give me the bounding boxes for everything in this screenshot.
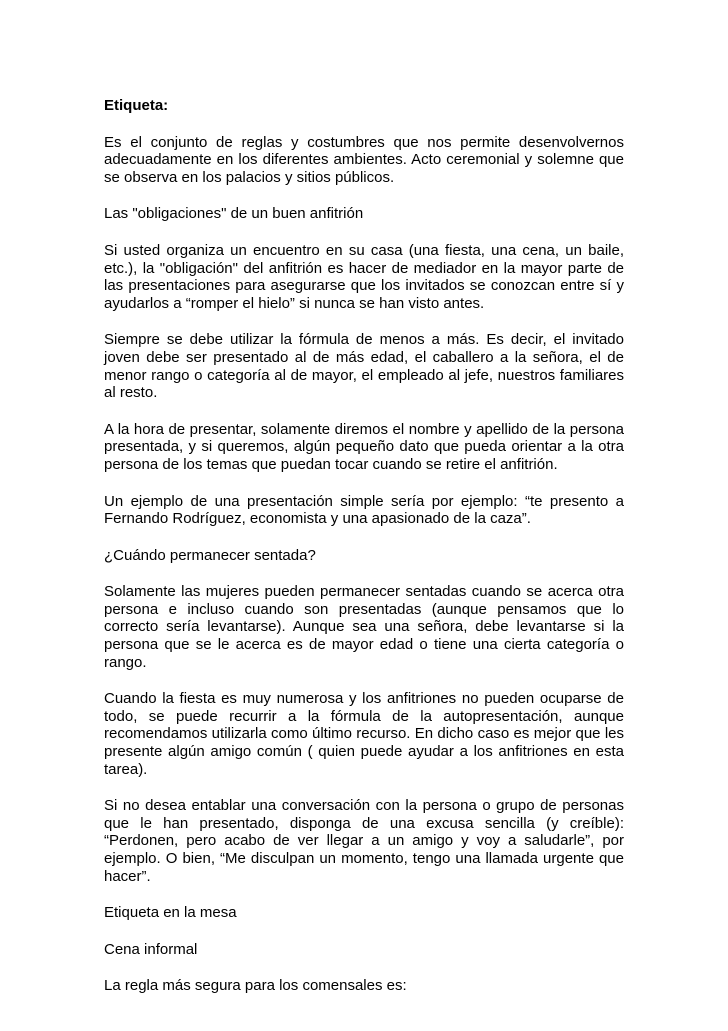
paragraph-self-introduction: Cuando la fiesta es muy numerosa y los anfitriones no pueden ocuparse de todo, se puede recurrir a la fórmula de la autopresentación, aunque recomendamos utilizarla como último recurso. En dicho caso es mejor que les presente algún amigo común ( quien puede ayudar a los anfitriones en esta tarea). [104, 690, 624, 778]
paragraph-seated-rules: Solamente las mujeres pueden permanecer sentadas cuando se acerca otra persona e incluso cuando son presentadas (aunque pensamos que lo correcto sería levantarse). Aunque sea una señora, debe levantarse si la persona que se le acerca es de mayor edad o tiene una cierta categoría o rango. [104, 583, 624, 671]
paragraph-excuse: Si no desea entablar una conversación con la persona o grupo de personas que le han presentado, disponga de una excusa sencilla (y creíble): “Perdonen, pero acabo de ver llegar a un amigo y voy a saludarle”, por ejemplo. O bien, “Me disculpan un momento, tengo una llamada urgente que hacer”. [104, 797, 624, 885]
section-heading-informal-dinner: Cena informal [104, 940, 198, 958]
paragraph-introduction-content: A la hora de presentar, solamente diremos el nombre y apellido de la persona presentada, y si queremos, algún pequeño dato que pueda orientar a la otra persona de los temas que puedan tocar cuando se retire el anfitrión. [104, 420, 624, 473]
paragraph-safest-rule: La regla más segura para los comensales es: [104, 977, 407, 995]
paragraph-introduction-example: Un ejemplo de una presentación simple sería por ejemplo: “te presento a Fernando Rodríguez, economista y una apasionado de la caza”. [104, 492, 624, 528]
section-heading-host-obligations: Las "obligaciones" de un buen anfitrión [104, 205, 364, 223]
document-page [104, 97, 624, 1014]
paragraph-definition: Es el conjunto de reglas y costumbres que nos permite desenvolvernos adecuadamente en los diferentes ambientes. Acto ceremonial y solemne que se observa en los palacios y sitios públicos. [104, 133, 624, 186]
paragraph-host-mediator: Si usted organiza un encuentro en su casa (una fiesta, una cena, un baile, etc.), la "obligación" del anfitrión es hacer de mediador en la mayor parte de las presentaciones para asegurarse que los invitados se conozcan entre sí y ayudarlos a “romper el hielo” si nunca se han visto antes. [104, 241, 624, 312]
section-heading-remain-seated: ¿Cuándo permanecer sentada? [104, 546, 316, 564]
document-title: Etiqueta: [104, 97, 169, 114]
paragraph-introduction-order: Siempre se debe utilizar la fórmula de menos a más. Es decir, el invitado joven debe ser presentado al de más edad, el caballero a la señora, el de menor rango o categoría al de mayor, el empleado al jefe, nuestros familiares al resto. [104, 331, 624, 402]
section-heading-table-etiquette: Etiqueta en la mesa [104, 904, 237, 922]
